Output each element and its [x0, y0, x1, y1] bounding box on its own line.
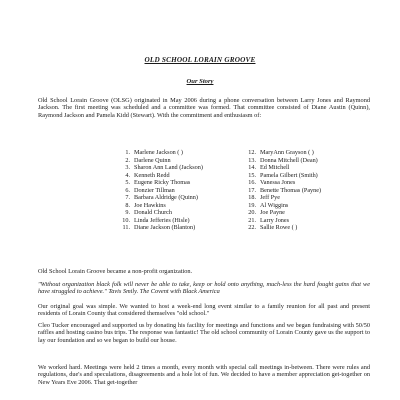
member-number: 2.: [125, 156, 130, 164]
work-paragraph: We worked hard. Meetings were held 2 times a month, every month with special call meetings in-between. There were rules and regulations, due's and speculations, disagreements and a hole lot of fun. We decided to have a member appreciation get-together on New Years Eve 2006. That get-together: [38, 364, 370, 386]
member-name: Jeff Pye: [260, 194, 280, 201]
member-list-item: [116, 209, 256, 217]
member-list-item: [242, 209, 382, 217]
member-name: Diane Jackson (Blanton): [134, 224, 196, 231]
member-list-item: [116, 179, 256, 187]
member-name: Pamela Gilbert (Smith): [260, 171, 318, 179]
member-name: Marlene Jackson ( ): [134, 149, 183, 156]
member-name: Ed Mitchell: [260, 164, 290, 171]
member-list-item: [116, 194, 256, 202]
member-number: 10.: [122, 216, 130, 224]
member-number: 9.: [125, 209, 130, 216]
member-name: Darlene Quinn: [134, 156, 171, 164]
member-name: Al Wiggins: [260, 201, 289, 209]
member-name: Linda Jefferies (Hisle): [134, 216, 190, 224]
member-name: Benette Thomas (Payne): [260, 186, 322, 194]
member-list-item: [116, 217, 256, 225]
document-subtitle: Our Story: [186, 78, 214, 85]
member-list-item: [242, 194, 382, 202]
member-name: Donzier Tillman: [134, 186, 175, 194]
nonprofit-paragraph: Old School Lorain Groove became a non-profit organization.: [38, 268, 193, 275]
member-name: Larry Jones: [260, 216, 290, 224]
quote-paragraph: "Without organization black folk will never be able to take, keep or hold onto anything, much-less the hard fought gains that we have struggled to achieve." Tavis Smily. The Covent with Black America: [38, 281, 370, 296]
member-list-item: [116, 224, 256, 232]
member-name: MaryAnn Grayson ( ): [260, 149, 314, 156]
member-list-item: [116, 187, 256, 195]
member-list-item: [242, 164, 382, 172]
member-number: 11.: [122, 224, 130, 231]
member-number: 3.: [125, 164, 130, 171]
member-name: Sharon Ann Land (Jackson): [134, 164, 203, 171]
member-name: Sallie Rowe ( ): [260, 224, 298, 231]
member-name: Donald Church: [134, 209, 172, 216]
member-list-item: [242, 224, 382, 232]
member-list-item: [242, 187, 382, 195]
member-list: [116, 149, 376, 265]
member-number: 6.: [125, 186, 130, 194]
member-number: 1.: [125, 149, 130, 156]
member-number: 12.: [248, 149, 256, 156]
member-number: 7.: [125, 194, 130, 201]
document-title: OLD SCHOOL LORAIN GROOVE: [144, 56, 256, 64]
member-number: 4.: [125, 171, 130, 179]
member-list-item: [242, 179, 382, 187]
member-list-item: [116, 157, 256, 165]
support-paragraph: Cleo Tucker encouraged and supported us by donating his facility for meetings and functions and we began fundraising with 50/50 raffles and hosting casino bus trips. The response was fantastic! The old school community of Lorain County gave us the support to lay our foundation and so we began to build our house.: [38, 322, 370, 344]
member-name: Donna Mitchell (Dean): [260, 156, 318, 164]
member-number: 22.: [248, 224, 256, 231]
member-list-item: [242, 217, 382, 225]
member-number: 21.: [248, 216, 256, 224]
member-list-item: [242, 202, 382, 210]
member-number: 17.: [248, 186, 256, 194]
goal-paragraph: Our original goal was simple. We wanted to host a week-end long event similar to a family reunion for all past and present residents of Lorain County that considered themselves "old school.": [38, 303, 370, 318]
member-name: Joe Hawkins: [134, 201, 166, 209]
member-list-item: [116, 202, 256, 210]
member-name: Joe Payne: [260, 209, 285, 216]
member-list-item: [242, 149, 382, 157]
member-name: Barbara Aldridge (Quinn): [134, 194, 198, 201]
member-number: 20.: [248, 209, 256, 216]
member-number: 13.: [248, 156, 256, 164]
member-list-item: [116, 164, 256, 172]
intro-paragraph: Old School Lorain Groove (OLSG) originated in May 2006 during a phone conversation between Larry Jones and Raymond Jackson. The first meeting was scheduled and a committee was formed. That committee consisted of Diane Austin (Quinn), Raymond Jackson and Pamela Kidd (Stewart). With the commitment and enthusiasm of:: [38, 97, 370, 119]
member-list-left: [116, 149, 256, 232]
member-list-item: [242, 157, 382, 165]
member-name: Kenneth Redd: [134, 171, 170, 179]
member-number: 15.: [248, 171, 256, 179]
member-number: 18.: [248, 194, 256, 201]
member-list-item: [242, 172, 382, 180]
member-name: Vanessa Jones: [260, 179, 296, 186]
member-name: Eugene Ricky Thomas: [134, 179, 191, 186]
member-number: 14.: [248, 164, 256, 171]
member-number: 16.: [248, 179, 256, 186]
member-number: 19.: [248, 201, 256, 209]
member-number: 5.: [125, 179, 130, 186]
member-list-item: [116, 149, 256, 157]
member-number: 8.: [125, 201, 130, 209]
member-list-item: [116, 172, 256, 180]
member-list-right: [242, 149, 382, 232]
